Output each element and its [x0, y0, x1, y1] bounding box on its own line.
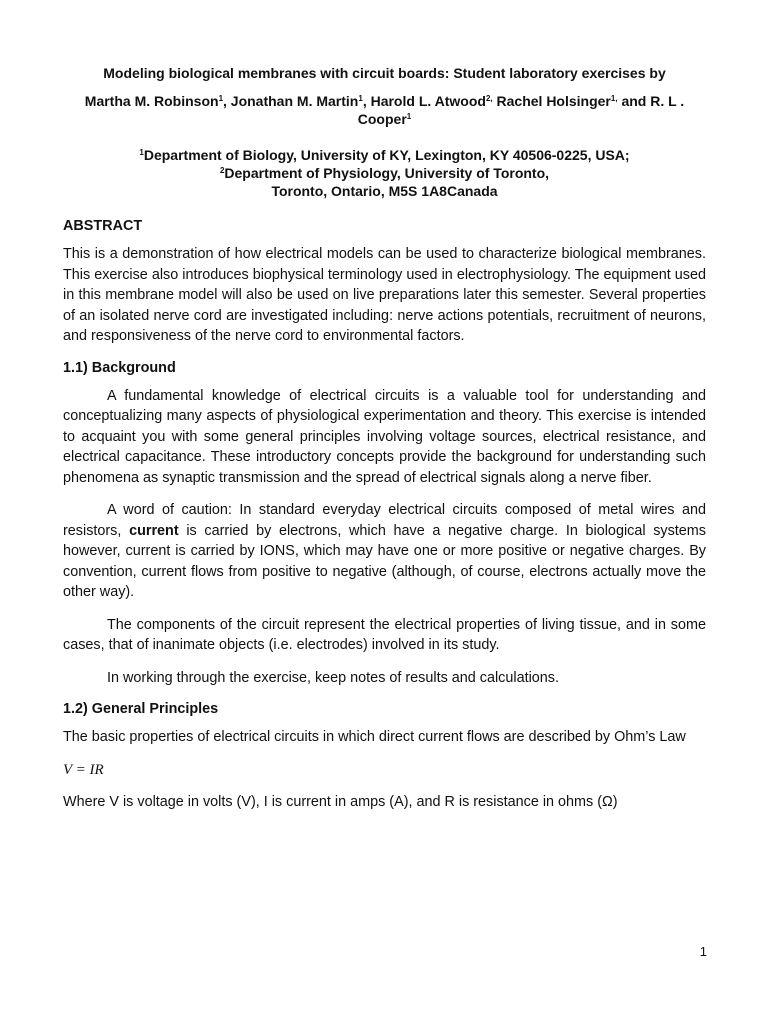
background-paragraph: The components of the circuit represent the electrical properties of living tissue, and in some cases, that of inanimate objects (i.e. electrodes) involved in its study. — [63, 616, 706, 653]
paragraph-text: A word of caution: In standard everyday electrical circuits composed of metal wires and resistors, — [63, 502, 706, 539]
affiliation-superscript: 2 — [219, 166, 225, 175]
affiliation-line — [63, 146, 706, 164]
author-superscript: 1 — [406, 112, 412, 121]
author-list — [63, 92, 706, 128]
author-superscript: 1, — [610, 94, 618, 103]
abstract-heading: ABSTRACT — [63, 218, 143, 234]
background-heading: 1.1) Background — [63, 359, 176, 376]
background-paragraph: A fundamental knowledge of electrical circuits is a valuable tool for understanding and conceptualizing many aspects of physiological experimentation and theory. This exercise is intended to acquaint you with some general principles involving voltage sources, electrical resistance, and electrical capacitance. These introductory concepts provide the background for understanding such phenomena as synaptic transmission and the spread of electrical signals along a nerve fiber. — [63, 387, 706, 486]
affiliations — [63, 146, 706, 200]
principles-paragraph: The basic properties of electrical circuits in which direct current flows are described by Ohm’s Law — [63, 729, 686, 745]
affiliation-line: Toronto, Ontario, M5S 1A8Canada — [271, 183, 498, 199]
background-paragraph — [63, 500, 706, 603]
affiliation-text: Department of Biology, University of KY, Lexington, KY 40506-0225, USA; — [143, 147, 630, 163]
author-superscript: 1 — [358, 94, 363, 103]
author-superscript: 2, — [485, 94, 493, 103]
author-name: Martha M. Robinson — [84, 93, 219, 109]
bold-term: current — [129, 522, 179, 539]
affiliation-superscript: 1 — [139, 148, 144, 157]
ohms-law-equation: V = IR — [63, 761, 104, 778]
document-page — [63, 64, 706, 825]
principles-paragraph: Where V is voltage in volts (V), I is current in amps (A), and R is resistance in ohms (Ω) — [63, 794, 618, 810]
paper-title: Modeling biological membranes with circuit boards: Student laboratory exercises by — [103, 65, 666, 81]
author-name: Rachel Holsinger — [492, 93, 611, 109]
author-name: and R. L . Cooper — [357, 93, 685, 127]
affiliation-text: Department of Physiology, University of Toronto, — [224, 165, 550, 181]
principles-heading: 1.2) General Principles — [63, 701, 219, 717]
background-paragraph: In working through the exercise, keep notes of results and calculations. — [107, 669, 559, 686]
author-name: , Harold L. Atwood — [362, 93, 486, 109]
paragraph-text: is carried by electrons, which have a negative charge. In biological systems however, current is carried by IONS, which may have one or more positive or negative charges. By convention, current flows from positive to negative (although, of course, electrons actually move the other way). — [63, 522, 706, 600]
page-number: 1 — [699, 944, 707, 959]
abstract-text: This is a demonstration of how electrical models can be used to characterize biological membranes. This exercise also introduces biophysical terminology used in electrophysiology. The equipment used in this membrane model will also be used on live preparations later this semester. Several properties of an isolated nerve cord are investigated including: nerve actions potentials, recruitment of neurons, and responsiveness of the nerve cord to environmental factors. — [63, 246, 706, 344]
author-superscript: 1 — [218, 94, 224, 103]
author-name: , Jonathan M. Martin — [223, 93, 359, 109]
affiliation-line — [63, 164, 706, 182]
